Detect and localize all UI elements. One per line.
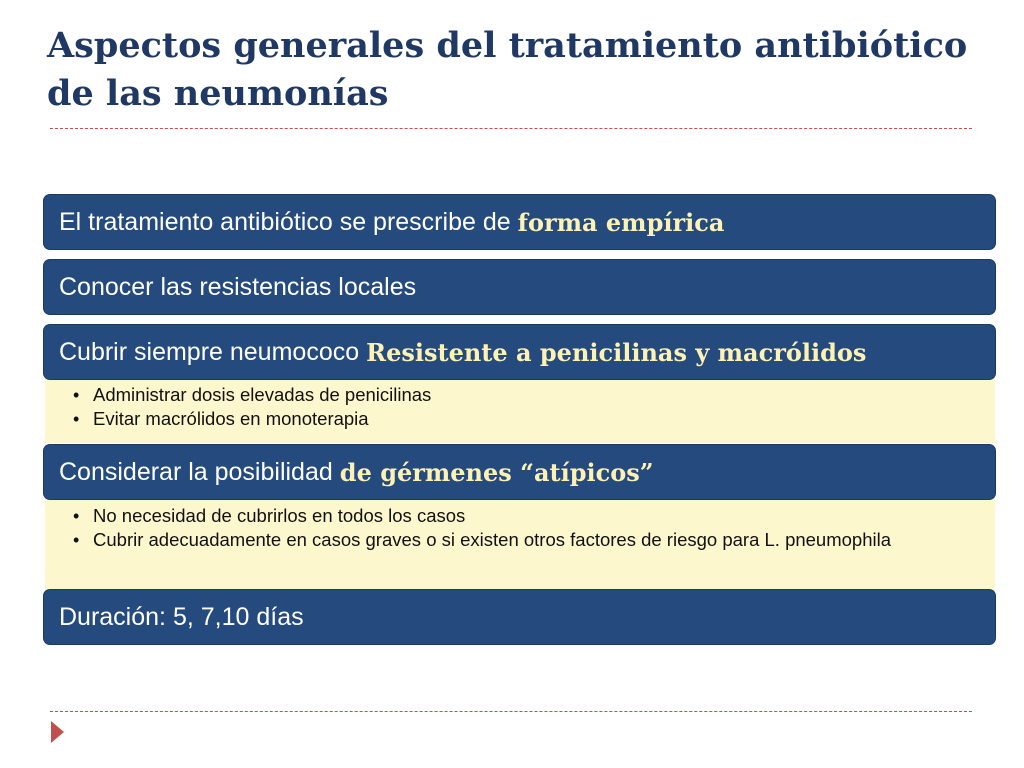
item-3-bullet-1: • Administrar dosis elevadas de penicilinas [70, 383, 995, 407]
item-1-text: El tratamiento antibiótico se prescribe de [59, 207, 511, 236]
item-4 [44, 445, 995, 499]
item-2 [44, 260, 995, 314]
item-3-details [45, 377, 995, 443]
item-2-text: Conocer las resistencias locales [59, 272, 417, 301]
play-arrow-icon[interactable] [51, 721, 64, 743]
item-4-bullet-1: • No necesidad de cubrirlos en todos los casos [70, 504, 995, 528]
item-4-details [45, 497, 995, 592]
item-4-bullet-2: • Cubrir adecuadamente en casos graves o si existen otros factores de riesgo para L. pneumophila [70, 528, 995, 552]
item-4-highlight: de gérmenes “atípicos” [339, 457, 654, 487]
item-3 [44, 325, 995, 379]
footer-divider [50, 711, 972, 712]
item-1 [44, 195, 995, 249]
item-3-text: Cubrir siempre neumococo [59, 337, 360, 366]
slide-title: Aspectos generales del tratamiento antibiótico de las neumonías [47, 25, 968, 114]
title-divider [50, 128, 972, 129]
item-5-text: Duración: 5, 7,10 días [59, 602, 304, 631]
item-5 [44, 590, 995, 644]
item-3-highlight: Resistente a penicilinas y macrólidos [366, 337, 867, 367]
item-1-highlight: forma empírica [517, 207, 725, 237]
item-4-text: Considerar la posibilidad [59, 457, 333, 486]
item-3-bullet-2: • Evitar macrólidos en monoterapia [70, 407, 995, 431]
